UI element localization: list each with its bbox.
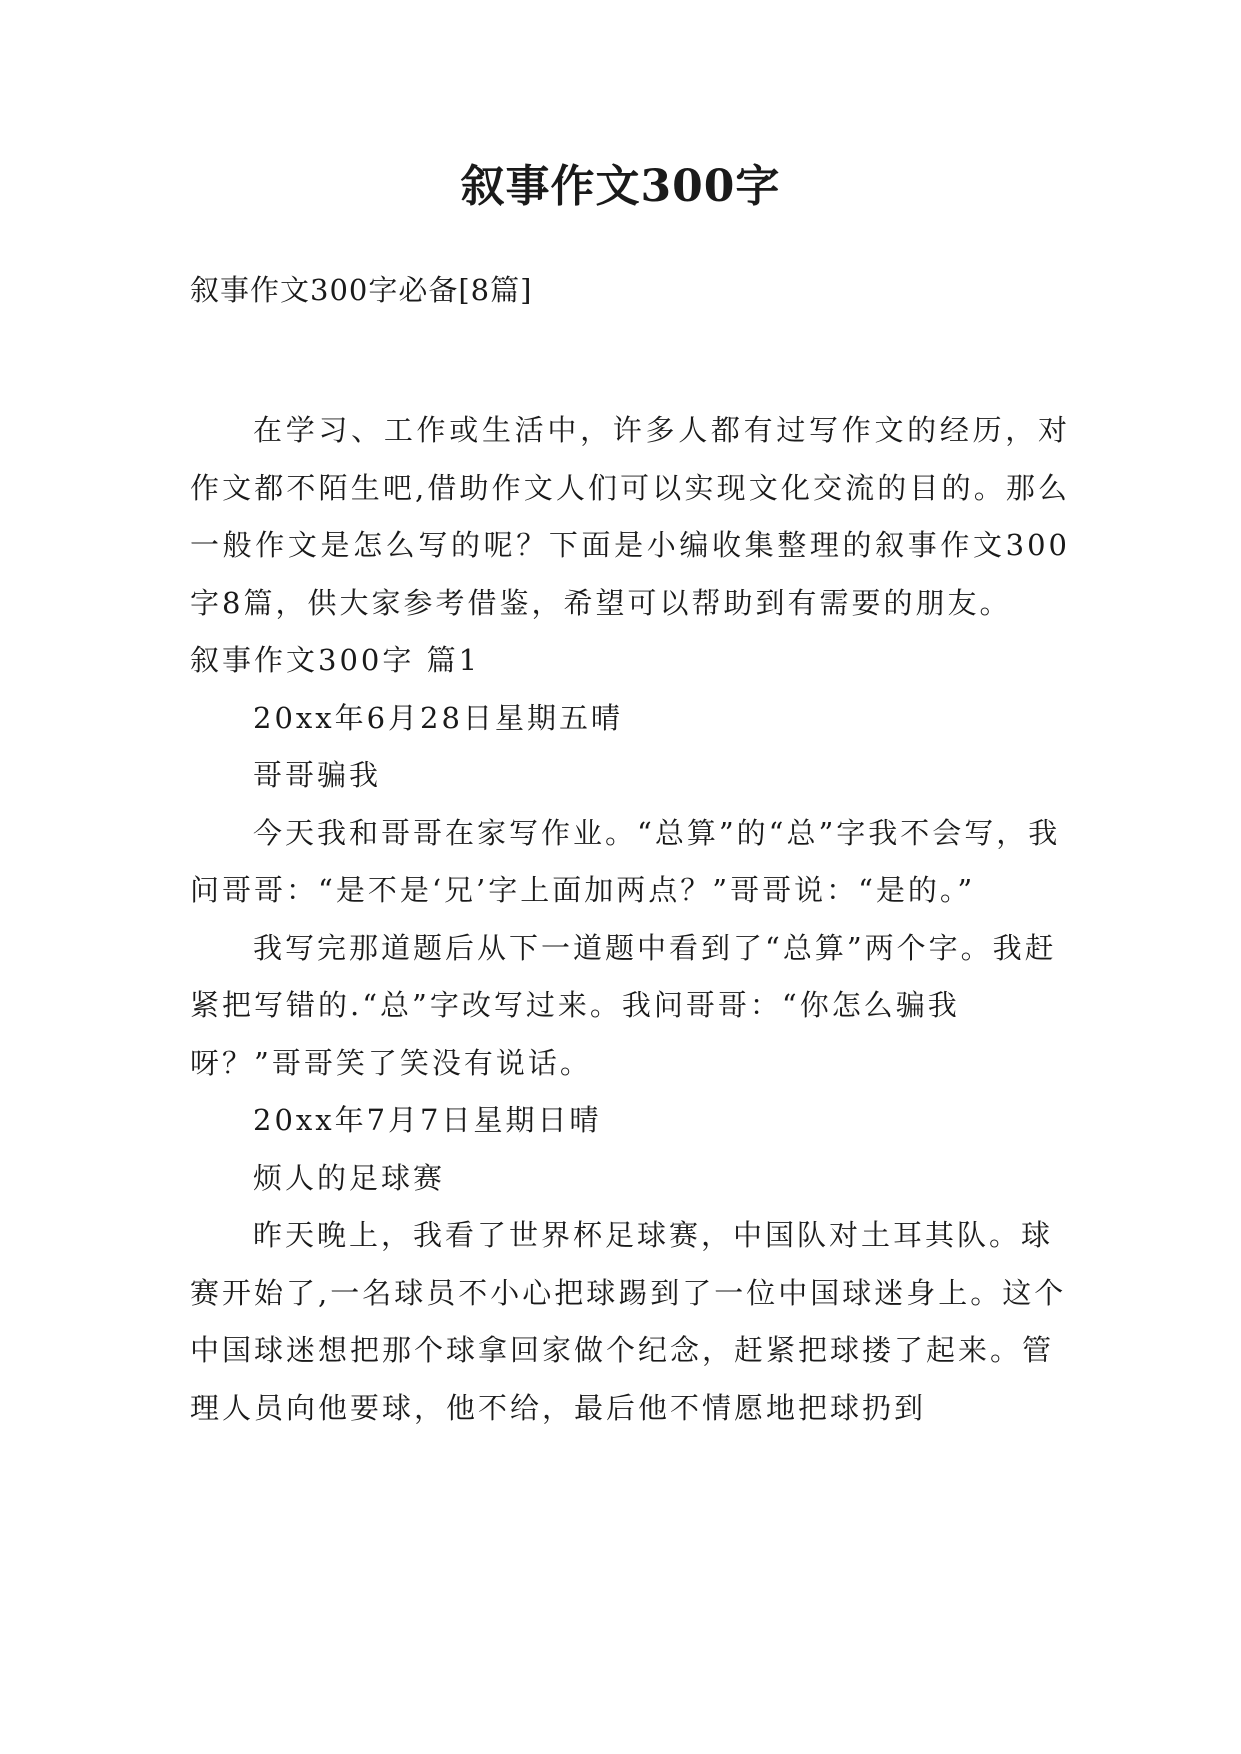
section-heading: 叙事作文300字 篇1 <box>190 643 481 677</box>
paragraph: 我写完那道题后从下一道题中看到了“总算”两个字。我赶紧把写错的.“总”字改写过来。我问哥哥：“你怎么骗我呀？”哥哥笑了笑没有说话。 <box>190 930 1057 1080</box>
diary-title: 哥哥骗我 <box>253 758 382 792</box>
paragraph: 今天我和哥哥在家写作业。“总算”的“总”字我不会写，我问哥哥：“是不是‘兄’字上面加两点？”哥哥说：“是的。” <box>190 815 1061 907</box>
document-body <box>190 402 1070 1437</box>
paragraph: 昨天晚上，我看了世界杯足球赛，中国队对土耳其队。球赛开始了,一名球员不小心把球踢到了一位中国球迷身上。这个中国球迷想把那个球拿回家做个纪念，赶紧把球搂了起来。管理人员向他要球，他不给，最后他不情愿地把球扔到 <box>190 1218 1067 1425</box>
intro-paragraph: 在学习、工作或生活中，许多人都有过写作文的经历，对作文都不陌生吧,借助作文人们可以实现文化交流的目的。那么一般作文是怎么写的呢？下面是小编收集整理的叙事作文300字8篇，供大家参考借鉴，希望可以帮助到有需要的朋友。 <box>190 413 1070 620</box>
document-subtitle: 叙事作文300字必备[8篇] <box>190 273 533 307</box>
diary-date: 20xx年6月28日星期五晴 <box>253 700 623 735</box>
diary-date: 20xx年7月7日星期日晴 <box>253 1103 602 1137</box>
diary-title: 烦人的足球赛 <box>253 1160 446 1195</box>
document-title: 叙事作文300字 <box>460 161 781 212</box>
